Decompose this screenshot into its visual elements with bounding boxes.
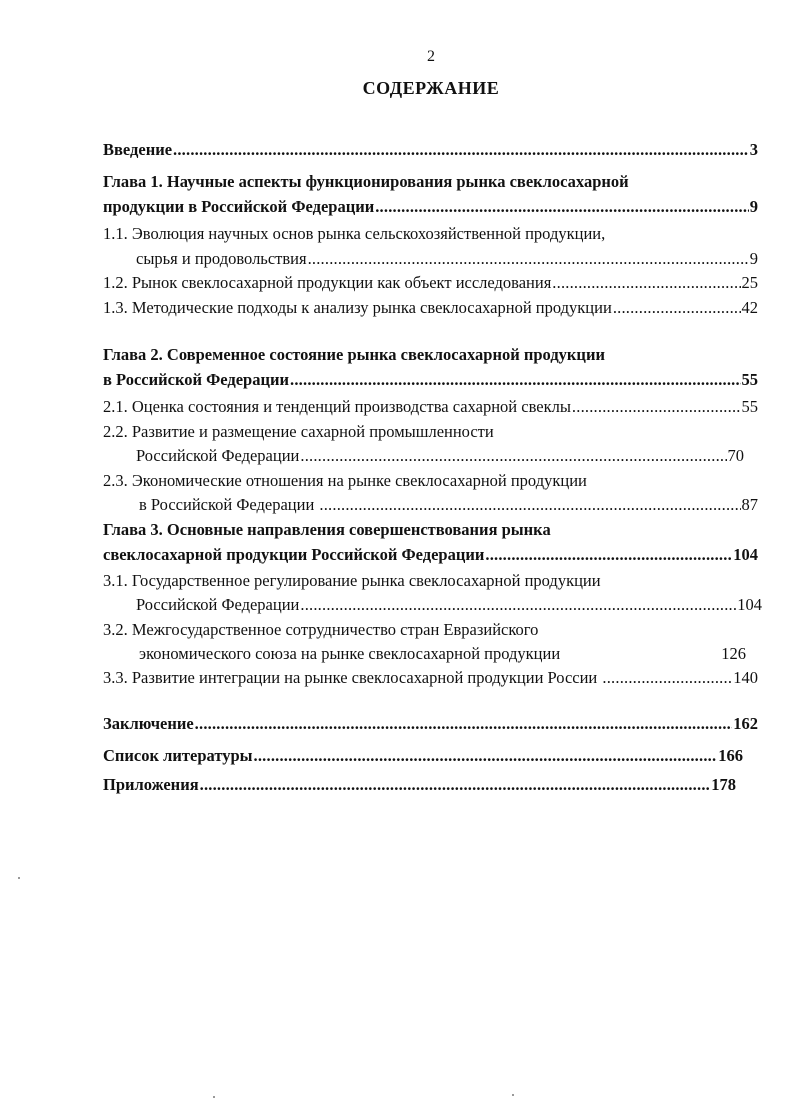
toc-label: Глава 3. Основные направления совершенствования рынка	[103, 520, 551, 539]
toc-entry-3-2[interactable]	[139, 642, 746, 666]
toc-page: 3	[749, 140, 758, 159]
toc-label: 2.3. Экономические отношения на рынке свеклосахарной продукции	[103, 471, 587, 490]
toc-entry-3-1[interactable]	[136, 593, 762, 617]
leader-dots	[290, 368, 740, 392]
toc-entry-chapter-1[interactable]	[103, 195, 758, 219]
leader-dots	[613, 296, 741, 320]
toc-entry-2-3-line1[interactable]	[103, 469, 758, 493]
leader-dots	[195, 712, 733, 736]
scan-speck	[18, 877, 20, 879]
leader-dots	[319, 493, 740, 517]
toc-page: 166	[718, 746, 743, 765]
page-title: СОДЕРЖАНИЕ	[362, 78, 500, 98]
leader-dots	[552, 271, 740, 295]
toc-entry-3-2-line1[interactable]	[103, 618, 758, 642]
toc-page: 25	[741, 273, 758, 292]
toc-page: 87	[741, 495, 758, 514]
toc-label: продукции в Российской Федерации	[103, 197, 375, 216]
toc-page: 162	[733, 714, 758, 733]
toc-label: 3.1. Государственное регулирование рынка свеклосахарной продукции	[103, 571, 601, 590]
toc-label: Глава 1. Научные аспекты функционирования рынка свеклосахарной	[103, 172, 629, 191]
toc-label: Приложения	[103, 775, 199, 794]
toc-label: 3.2. Межгосударственное сотрудничество стран Евразийского	[103, 620, 539, 639]
toc-entry-2-1[interactable]	[103, 395, 758, 419]
toc-page: 104	[737, 595, 762, 614]
toc-label: 1.2. Рынок свеклосахарной продукции как объект исследования	[103, 273, 552, 292]
leader-dots	[602, 666, 732, 690]
toc-entry-chapter-1-line1[interactable]	[103, 170, 758, 194]
toc-entry-1-1-line1[interactable]	[103, 222, 758, 246]
leader-dots	[572, 395, 741, 419]
toc-entry-2-3[interactable]	[139, 493, 758, 517]
toc-entry-references[interactable]	[103, 744, 743, 768]
toc-entry-chapter-2[interactable]	[103, 368, 758, 392]
scan-speck	[213, 1096, 215, 1098]
toc-label: сырья и продовольствия	[136, 249, 307, 268]
toc-label: 3.3. Развитие интеграции на рынке свеклосахарной продукции России	[103, 668, 602, 687]
toc-label: Глава 2. Современное состояние рынка свеклосахарной продукции	[103, 345, 605, 364]
toc-entry-3-1-line1[interactable]	[103, 569, 758, 593]
toc-entry-2-2[interactable]	[136, 444, 744, 468]
toc-page: 140	[733, 668, 758, 687]
toc-page: 104	[733, 545, 758, 564]
toc-entry-chapter-3-line1[interactable]	[103, 518, 758, 542]
leader-dots	[308, 247, 749, 271]
leader-dots	[200, 773, 711, 797]
toc-label: 2.2. Развитие и размещение сахарной промышленности	[103, 422, 494, 441]
toc-label: Введение	[103, 140, 173, 159]
leader-dots	[485, 543, 732, 567]
toc-entry-appendices[interactable]	[103, 773, 736, 797]
toc-entry-conclusion[interactable]	[103, 712, 758, 736]
toc-label: 1.1. Эволюция научных основ рынка сельскохозяйственной продукции,	[103, 224, 606, 243]
toc-entry-intro[interactable]	[103, 138, 758, 162]
toc-entry-1-3[interactable]	[103, 296, 758, 320]
toc-entry-3-3[interactable]	[103, 666, 758, 690]
toc-label: Российской Федерации	[136, 595, 300, 614]
toc-page: 42	[741, 298, 758, 317]
scan-speck	[512, 1094, 514, 1096]
leader-dots	[254, 744, 718, 768]
toc-label: Список литературы	[103, 746, 253, 765]
toc-entry-chapter-3[interactable]	[103, 543, 758, 567]
leader-dots	[173, 138, 749, 162]
toc-label: в Российской Федерации	[139, 495, 319, 514]
toc-page: 9	[749, 249, 758, 268]
toc-page: 55	[741, 370, 758, 389]
toc-label: свеклосахарной продукции Российской Федерации	[103, 545, 485, 564]
toc-label: Российской Федерации	[136, 446, 300, 465]
toc-entry-1-2[interactable]	[103, 271, 758, 295]
toc-page: 55	[741, 397, 758, 416]
toc-label: 1.3. Методические подходы к анализу рынка свеклосахарной продукции	[103, 298, 612, 317]
toc-page: 178	[711, 775, 736, 794]
toc-label: в Российской Федерации	[103, 370, 290, 389]
toc-page: 126	[721, 644, 746, 663]
toc-page: 9	[749, 197, 758, 216]
leader-dots	[300, 444, 726, 468]
toc-page: 70	[727, 446, 744, 465]
leader-dots	[375, 195, 749, 219]
toc-label: 2.1. Оценка состояния и тенденций производства сахарной свеклы	[103, 397, 571, 416]
leader-dots	[300, 593, 736, 617]
toc-entry-2-2-line1[interactable]	[103, 420, 758, 444]
toc-entry-1-1[interactable]	[136, 247, 758, 271]
page-number: 2	[427, 48, 435, 65]
toc-entry-chapter-2-line1[interactable]	[103, 343, 758, 367]
toc-label: экономического союза на рынке свеклосахарной продукции	[139, 644, 561, 663]
toc-label: Заключение	[103, 714, 194, 733]
